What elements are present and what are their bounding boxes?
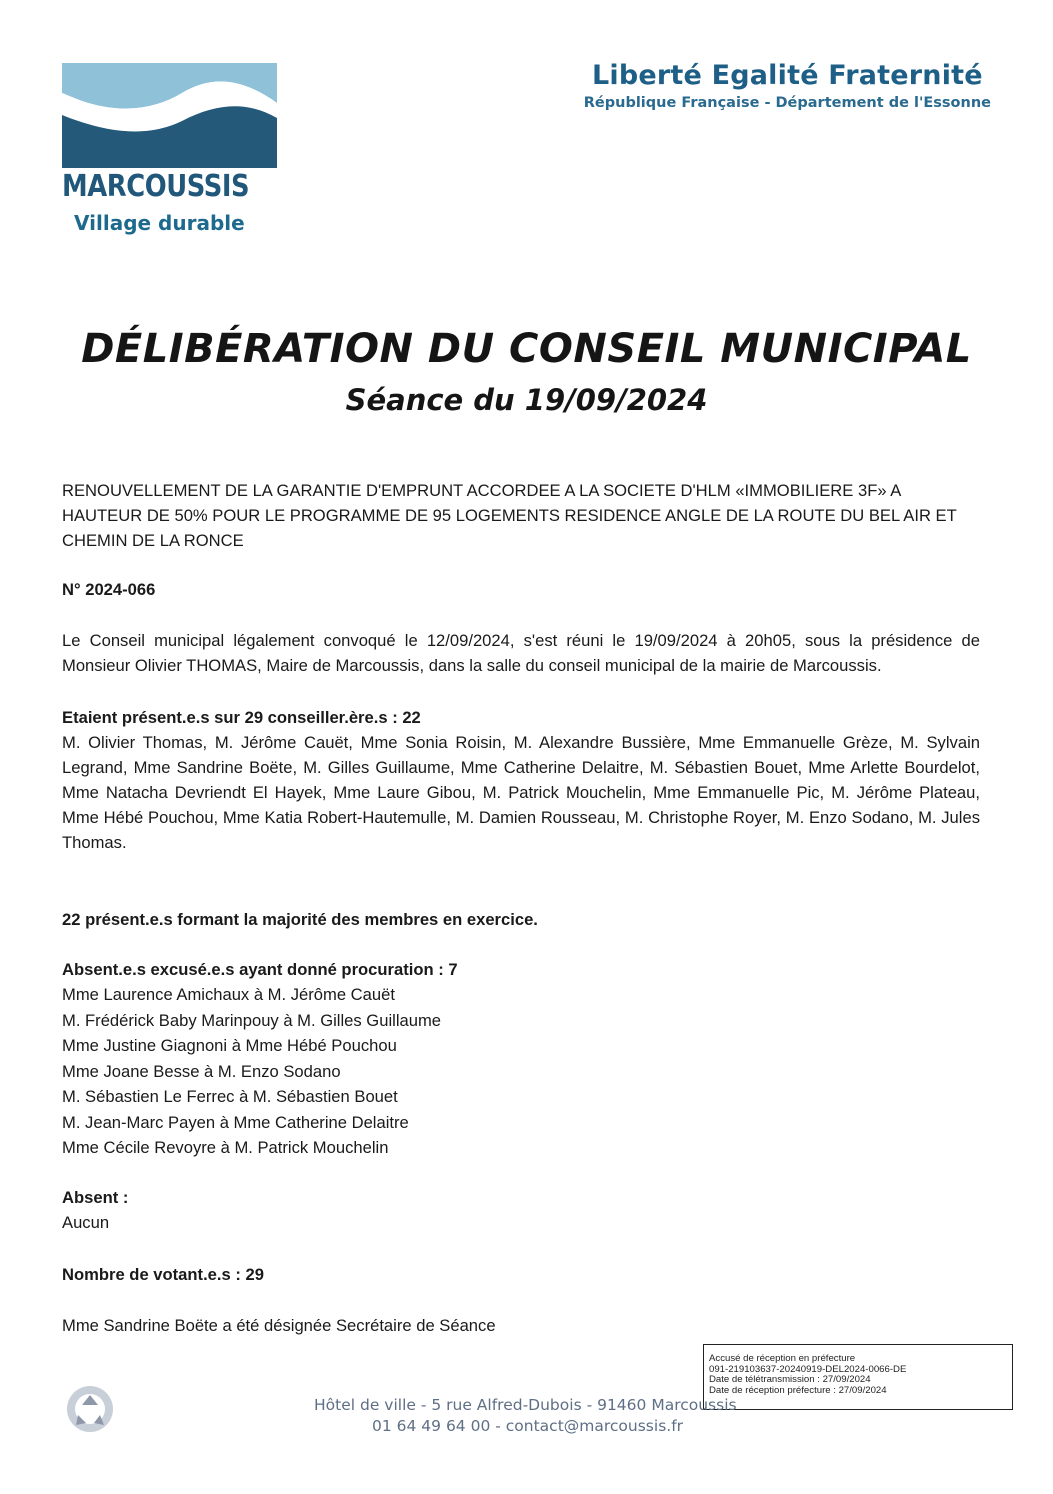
presents-heading: Etaient présent.e.s sur 29 conseiller.ère.s : 22 bbox=[62, 708, 421, 727]
absents-heading: Absent : bbox=[62, 1188, 129, 1207]
accuse-line: Date de télétransmission : 27/09/2024 bbox=[709, 1374, 871, 1385]
marcoussis-logo bbox=[62, 63, 277, 241]
list-item: Mme Justine Giagnoni à Mme Hébé Pouchou bbox=[62, 1036, 397, 1055]
footer-contact[interactable]: 01 64 49 64 00 - contact@marcoussis.fr bbox=[372, 1417, 684, 1435]
department-line: République Française - Département de l'Essonne bbox=[583, 95, 991, 111]
deliberation-number: N° 2024-066 bbox=[62, 580, 156, 599]
list-item: Mme Joane Besse à M. Enzo Sodano bbox=[62, 1061, 341, 1081]
republic-header bbox=[584, 60, 991, 111]
majority-statement: 22 présent.e.s formant la majorité des membres en exercice. bbox=[62, 910, 538, 929]
accuse-line: 091-219103637-20240919-DEL2024-0066-DE bbox=[709, 1363, 907, 1375]
motto: Liberté Egalité Fraternité bbox=[591, 60, 983, 91]
procurations-heading: Absent.e.s excusé.e.s ayant donné procuration : 7 bbox=[62, 960, 458, 979]
footer-address: Hôtel de ville - 5 rue Alfred-Dubois - 91460 Marcoussis bbox=[314, 1396, 737, 1414]
seance-date: Séance du 19/09/2024 bbox=[345, 383, 708, 417]
list-item: M. Frédérick Baby Marinpouy à M. Gilles Guillaume bbox=[62, 1010, 442, 1030]
presents-list: M. Olivier Thomas, M. Jérôme Cauët, Mme Sonia Roisin, M. Alexandre Bussière, Mme Emmanuelle Grèze, M. Sylvain Legrand, Mme Sandrine Boëte, M. Gilles Guillaume, Mme Catherine Delaitre, M. Sébastien Bouet, Mme Arlette Bourdelot, Mme Natacha Devriendt El Hayek, Mme Laure Gibou, M. Patrick Mouchelin, Mme Emmanuelle Pic, M. Jérôme Plateau, Mme Hébé Pouchou, Mme Katia Robert-Hautemulle, M. Damien Rousseau, M. Christophe Royer, M. Enzo Sodano, M. Jules Thomas. bbox=[62, 733, 980, 852]
votants-count: Nombre de votant.e.s : 29 bbox=[62, 1265, 264, 1284]
list-item: M. Jean-Marc Payen à Mme Catherine Delaitre bbox=[62, 1112, 409, 1132]
list-item: M. Sébastien Le Ferrec à M. Sébastien Bouet bbox=[62, 1087, 398, 1106]
list-item: Mme Cécile Revoyre à M. Patrick Mouchelin bbox=[62, 1138, 389, 1157]
absents-value: Aucun bbox=[62, 1213, 110, 1232]
page-title: DÉLIBÉRATION DU CONSEIL MUNICIPAL bbox=[81, 326, 972, 372]
logo-subtitle: Village durable bbox=[74, 211, 245, 235]
deliberation-subject: RENOUVELLEMENT DE LA GARANTIE D'EMPRUNT ACCORDEE A LA SOCIETE D'HLM «IMMOBILIERE 3F» A HAUTEUR DE 50% POUR LE PROGRAMME DE 95 LOGEMENTS RESIDENCE ANGLE DE LA ROUTE DU BEL AIR ET CHEMIN DE LA RONCE bbox=[62, 481, 957, 550]
accuse-line: Accusé de réception en préfecture bbox=[709, 1353, 856, 1364]
convocation-paragraph: Le Conseil municipal légalement convoqué le 12/09/2024, s'est réuni le 19/09/2024 à 20h05, sous la présidence de Monsieur Olivier THOMAS, Maire de Marcoussis, dans la salle du conseil municipal de la mairie de Marcoussis. bbox=[62, 631, 980, 675]
logo-wave-icon bbox=[62, 63, 277, 168]
reception-acknowledgement-box bbox=[703, 1344, 1013, 1410]
accuse-line: Date de réception préfecture : 27/09/2024 bbox=[709, 1384, 887, 1396]
recycled-paper-icon bbox=[64, 1383, 116, 1435]
secretary-statement: Mme Sandrine Boëte a été désignée Secrétaire de Séance bbox=[62, 1316, 496, 1335]
list-item: Mme Laurence Amichaux à M. Jérôme Cauët bbox=[62, 985, 395, 1004]
logo-name: MARCOUSSIS bbox=[62, 169, 250, 204]
procurations-list bbox=[62, 982, 980, 1161]
